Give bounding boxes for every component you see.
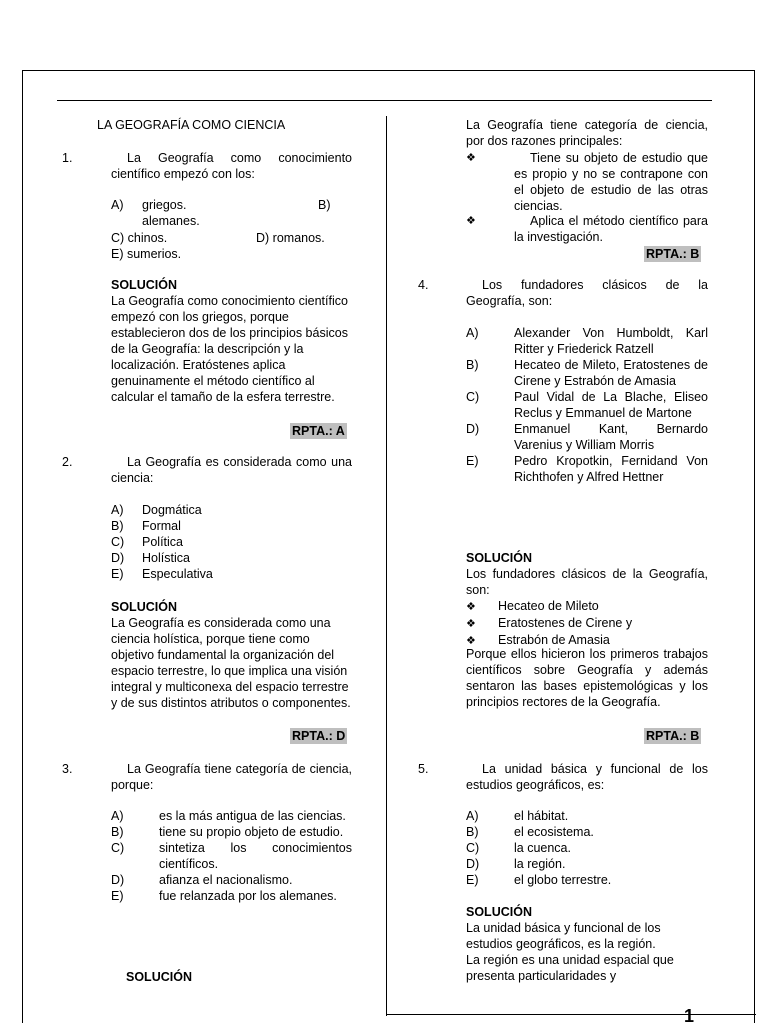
q2-answer-badge: RPTA.: D	[292, 729, 346, 743]
list-item: A) Dogmática	[111, 503, 202, 517]
q5-number: 5.	[418, 762, 429, 776]
q3-stem: La Geografía tiene categoría de ciencia, porque:	[111, 762, 352, 792]
list-item: E) el globo terrestre.	[466, 873, 612, 887]
bullet-icon: ❖	[466, 601, 476, 613]
q2-solution-label: SOLUCIÓN	[111, 600, 177, 614]
q1-opt-b: alemanes.	[142, 214, 200, 228]
q3-solution-label: SOLUCIÓN	[126, 970, 192, 984]
q4-answer-badge: RPTA.: B	[646, 729, 700, 743]
list-item: E) Pedro Kropotkin, Fernidand Von Richthofen y Alfred Hettner	[466, 454, 708, 484]
q2-number: 2.	[62, 455, 73, 469]
column-divider	[386, 116, 387, 1016]
q3-options	[111, 808, 352, 904]
list-item: B) Formal	[111, 519, 181, 533]
q1-solution-text: La Geografía como conocimiento científico empezó con los griegos, porque establecieron dos de los principios básicos de la Geografía: la descripción y la localización. Eratóstenes aplica genuinamente el método científico al calcular el tamaño de la esfera terrestre.	[111, 294, 348, 404]
q1-opt-a: griegos.	[142, 198, 187, 212]
list-item: B) el ecosistema.	[466, 825, 594, 839]
list-item: B) tiene su propio objeto de estudio.	[111, 825, 344, 839]
q5-options	[466, 808, 611, 888]
q5-solution-label: SOLUCIÓN	[466, 905, 532, 919]
q1-answer-badge: RPTA.: A	[292, 424, 345, 438]
q2-solution-text: La Geografía es considerada como una ciencia holística, porque tiene como objetivo fundamental la organización del espacio terrestre, lo que implica una visión integral y multiconexa del espacio terrestre y de sus distintos atributos o componentes.	[111, 616, 351, 710]
q1-opt-a-letter: A)	[111, 198, 124, 212]
bullet-icon: ❖	[466, 635, 476, 647]
list-item: C) la cuenca.	[466, 841, 571, 855]
q4-number: 4.	[418, 278, 429, 292]
q4-options	[466, 325, 708, 485]
bullet-icon: ❖	[466, 618, 476, 630]
footer-rule	[386, 1014, 756, 1015]
list-item: E) Especulativa	[111, 567, 213, 581]
q1-stem: La Geografía como conocimiento científico empezó con los:	[111, 151, 352, 181]
q5-stem: La unidad básica y funcional de los estudios geográficos, es:	[466, 762, 708, 792]
list-item: ❖ Eratostenes de Cirene y	[466, 616, 633, 630]
q4-solution-label: SOLUCIÓN	[466, 551, 532, 565]
list-item: B) Hecateo de Mileto, Eratostenes de Cirene y Estrabón de Amasia	[466, 358, 708, 388]
q5-solution-text-1: La unidad básica y funcional de los estudios geográficos, es la región.	[466, 921, 661, 951]
q3-solution-intro: La Geografía tiene categoría de ciencia, por dos razones principales:	[466, 118, 708, 148]
q2-options	[111, 502, 213, 582]
list-item: D) afianza el nacionalismo.	[111, 873, 293, 887]
q3-number: 3.	[62, 762, 73, 776]
q1-solution-label: SOLUCIÓN	[111, 278, 177, 292]
q4-solution-text: Porque ellos hicieron los primeros trabajos científicos sobre Geografía y además sentaron las bases epistemológicas y los principios rectores de la Geografía.	[466, 647, 708, 709]
list-item: A) Alexander Von Humboldt, Karl Ritter y Friederick Ratzell	[466, 326, 708, 356]
bullet-icon: ❖	[466, 215, 476, 227]
section-title: LA GEOGRAFÍA COMO CIENCIA	[97, 118, 286, 132]
q4-solution-list	[466, 598, 632, 649]
list-item: ❖ Estrabón de Amasia	[466, 633, 610, 647]
q3-answer-badge: RPTA.: B	[646, 247, 700, 261]
list-item: D) Holística	[111, 551, 190, 565]
list-item: D) Enmanuel Kant, Bernardo Varenius y William Morris	[466, 422, 708, 452]
q1-number: 1.	[62, 151, 73, 165]
page-number: 1	[684, 1006, 695, 1026]
bullet-icon: ❖	[466, 152, 476, 164]
q1-opt-d: D) romanos.	[256, 231, 325, 245]
q1-opt-c: C) chinos.	[111, 231, 168, 245]
list-item: C) sintetiza los conocimientos científicos.	[111, 841, 352, 871]
list-item: C) Política	[111, 535, 183, 549]
q4-stem: Los fundadores clásicos de la Geografía, son:	[466, 278, 708, 308]
q3-solution-bullet-2: Aplica el método científico para la investigación.	[514, 214, 708, 244]
list-item: E) fue relanzada por los alemanes.	[111, 889, 337, 903]
q5-solution-text-2: La región es una unidad espacial que presenta particularidades y	[466, 953, 674, 983]
q1-opt-e: E) sumerios.	[111, 247, 182, 261]
list-item: D) la región.	[466, 857, 566, 871]
list-item: C) Paul Vidal de La Blache, Eliseo Reclus y Emmanuel de Martone	[466, 390, 708, 420]
header-rule	[57, 100, 712, 101]
list-item: A) el hábitat.	[466, 809, 569, 823]
q1-opt-b-letter: B)	[318, 198, 331, 212]
list-item: A) es la más antigua de las ciencias.	[111, 809, 346, 823]
list-item: ❖ Hecateo de Mileto	[466, 599, 599, 613]
q4-solution-intro: Los fundadores clásicos de la Geografía, son:	[466, 567, 708, 597]
q3-solution-bullet-1: Tiene su objeto de estudio que es propio y no se contrapone con el objeto de estudio de las otras ciencias.	[514, 151, 708, 213]
q2-stem: La Geografía es considerada como una ciencia:	[111, 455, 352, 485]
